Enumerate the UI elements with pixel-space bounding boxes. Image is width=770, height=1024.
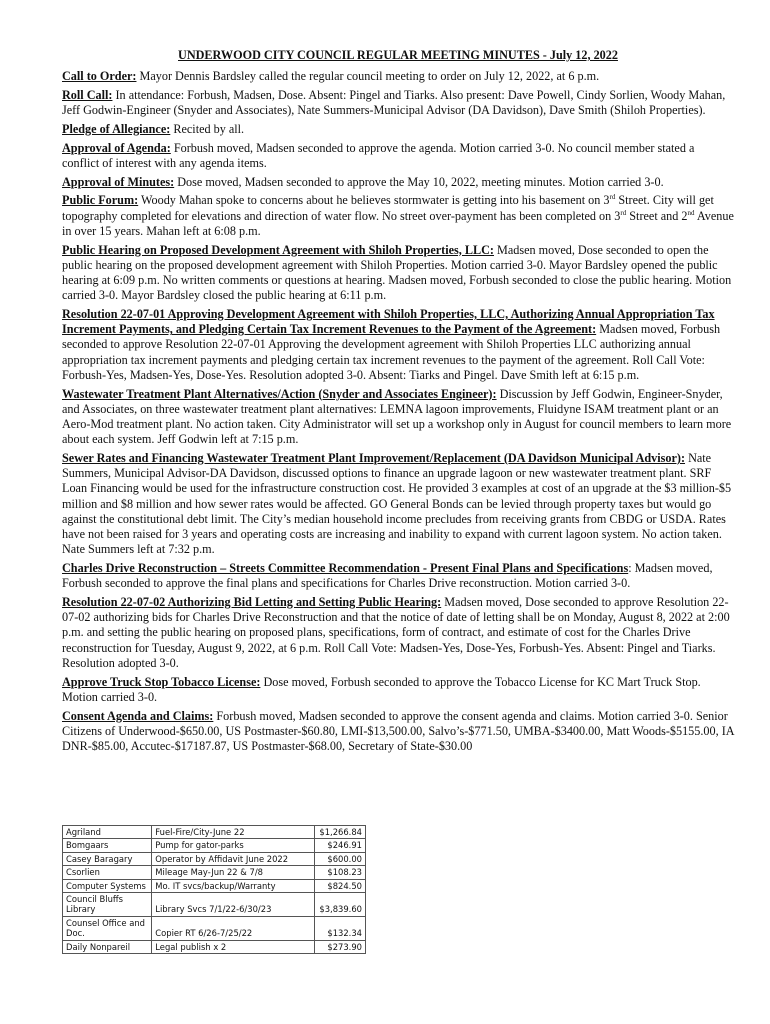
claim-amount: $273.90 (314, 940, 365, 953)
claim-vendor: Csorlien (63, 866, 152, 879)
claims-table-body (63, 826, 366, 954)
claim-vendor: Agriland (63, 826, 152, 839)
section-text: Street and 2 (626, 208, 688, 223)
claim-amount: $132.34 (314, 916, 365, 940)
section-text: Madsen moved, Forbush seconded to approve Resolution 22-07-01 Approving the development agreement with Shiloh Properties LLC authorizing annual appropriation tax increment payments and pledging certain tax increment revenues to the payment of the agreement. Roll Call Vote: Forbush-Yes, Madsen-Yes, Dose-Yes. Resolution adopted 3-0. Absent: Tiarks and Pingel. Dave Smith left at 6:15 p.m. (62, 322, 721, 382)
claim-description: Legal publish x 2 (152, 940, 315, 953)
claim-amount: $3,839.60 (314, 893, 365, 917)
section-heading: Approval of Agenda: (62, 140, 171, 155)
claim-vendor: Council Bluffs Library (63, 893, 152, 917)
section-charles-drive (62, 561, 734, 591)
section-text: In attendance: Forbush, Madsen, Dose. Absent: Pingel and Tiarks. Also present: Dave Powell, Cindy Sorlien, Woody Mahan, Jeff Godwin-Engineer (Snyder and Associates), Nate Summers-Municipal Advisor (DA Davidson), Dave Smith (Shiloh Properties). (62, 87, 726, 117)
table-row (63, 826, 366, 839)
section-heading: Wastewater Treatment Plant Alternatives/Action (Snyder and Associates Engineer): (62, 386, 497, 401)
claim-vendor: Bomgaars (63, 839, 152, 852)
section-sewer-rates (62, 451, 734, 557)
section-heading: Pledge of Allegiance: (62, 121, 171, 136)
claim-vendor: Daily Nonpareil (63, 940, 152, 953)
section-text: Street. City will get topography completed for elevations and direction of water flow. No street over-payment has been completed on 3 (62, 193, 714, 223)
section-text: Avenue in over 15 years. Mahan left at 6:08 p.m. (62, 208, 734, 238)
section-approval-agenda (62, 141, 734, 171)
section-wastewater (62, 387, 734, 448)
section-resolution-22-07-01 (62, 307, 734, 383)
section-text: Woody Mahan spoke to concerns about he believes stormwater is getting into his basement on 3 (138, 193, 610, 208)
section-public-hearing (62, 243, 734, 304)
claim-amount: $824.50 (314, 879, 365, 892)
document-title: UNDERWOOD CITY COUNCIL REGULAR MEETING MINUTES - July 12, 2022 (178, 48, 618, 62)
claims-table (62, 825, 366, 954)
claim-description: Library Svcs 7/1/22-6/30/23 (152, 893, 315, 917)
minutes-document (62, 48, 734, 758)
section-text: Discussion by Jeff Godwin, Engineer-Snyder, and Associates, on three wastewater treatment plant alternatives: LEMNA lagoon improvements, Fluidyne ISAM treatment plant or an Aero-Mod treatment plant. No action taken. City Administrator will set up a workshop only in August for council members to learn more about each system. Jeff Godwin left at 7:15 p.m. (62, 386, 732, 447)
claim-amount: $108.23 (314, 866, 365, 879)
section-heading: Approve Truck Stop Tobacco License: (62, 674, 261, 689)
claim-description: Mo. IT svcs/backup/Warranty (152, 879, 315, 892)
section-text: Mayor Dennis Bardsley called the regular council meeting to order on July 12, 2022, at 6 p.m. (136, 69, 600, 83)
section-heading: Public Hearing on Proposed Development Agreement with Shiloh Properties, LLC: (62, 242, 494, 257)
section-text: Forbush moved, Madsen seconded to approve the agenda. Motion carried 3-0. No council member stated a conflict of interest with any agenda items. (62, 140, 695, 170)
section-resolution-22-07-02 (62, 595, 734, 671)
ordinal-suffix: rd (609, 193, 616, 202)
table-row (63, 879, 366, 892)
section-heading: Consent Agenda and Claims: (62, 708, 214, 723)
ordinal-suffix: nd (687, 208, 695, 217)
section-text: Forbush moved, Madsen seconded to approve the consent agenda and claims. Motion carried 3-0. Senior Citizens of Underwood-$650.00, US Postmaster-$60.80, LMI-$13,500.00, Salvo’s-$771.50, UMBA-$3400.00, Matt Woods-$5155.00, IA DNR-$85.00, Accutec-$17187.87, US Postmaster-$68.00, Secretary of State-$30.00 (62, 708, 734, 754)
table-row (63, 852, 366, 865)
table-row (63, 940, 366, 953)
section-heading: Public Forum: (62, 193, 139, 208)
section-heading: Approval of Minutes: (62, 174, 175, 189)
section-text: Nate Summers, Municipal Advisor-DA Davidson, discussed options to finance an upgrade lagoon or new wastewater treatment plant. SRF Loan Financing would be used for the infrastructure construction cost. He provided 3 examples at cost of an upgrade at the $3 million-$5 million and $8 million and how sewer rates would be affected. GO General Bonds can be levied through property taxes but would go against the constitutional debt limit. The City’s median household income precludes from receiving grants from CBDG or USDA. Rates have not been raised for 3 years and operating costs are increasing and inability to expand with current lagoon system. No action taken. Nate Summers left at 7:32 p.m. (62, 451, 732, 557)
claim-amount: $246.91 (314, 839, 365, 852)
section-heading: Charles Drive Reconstruction – Streets Committee Recommendation - Present Final Plans and Specifications (62, 561, 629, 576)
table-row (63, 916, 366, 940)
section-text: Dose moved, Forbush seconded to approve the Tobacco License for KC Mart Truck Stop. Motion carried 3-0. (62, 674, 701, 704)
ordinal-suffix: rd (620, 208, 627, 217)
section-text: Recited by all. (170, 121, 245, 136)
section-heading: Call to Order: (62, 69, 137, 83)
claim-vendor: Casey Baragary (63, 852, 152, 865)
section-heading: Roll Call: (62, 87, 113, 102)
claim-description: Pump for gator-parks (152, 839, 315, 852)
claim-description: Operator by Affidavit June 2022 (152, 852, 315, 865)
claim-description: Fuel-Fire/City-June 22 (152, 826, 315, 839)
section-consent-agenda (62, 709, 734, 755)
table-row (63, 839, 366, 852)
claim-amount: $600.00 (314, 852, 365, 865)
section-heading: Resolution 22-07-02 Authorizing Bid Letting and Setting Public Hearing: (62, 595, 442, 610)
section-heading: Resolution 22-07-01 Approving Development Agreement with Shiloh Properties, LLC, Authorizing Annual Appropriation Tax Increment Payments, and Pledging Certain Tax Increment Revenues to the Payment of the Agreement: (62, 307, 715, 337)
section-pledge (62, 122, 734, 137)
section-text: : Madsen moved, Forbush seconded to approve the final plans and specifications for Charles Drive reconstruction. Motion carried 3-0. (62, 561, 713, 591)
claim-vendor: Computer Systems (63, 879, 152, 892)
table-row (63, 893, 366, 917)
section-roll-call (62, 88, 734, 118)
section-text: Dose moved, Madsen seconded to approve the May 10, 2022, meeting minutes. Motion carried 3-0. (174, 174, 664, 189)
section-call-to-order (62, 69, 734, 84)
section-public-forum (62, 193, 734, 239)
section-approval-minutes (62, 175, 734, 190)
section-tobacco-license (62, 675, 734, 705)
section-text: Madsen moved, Dose seconded to open the public hearing on the proposed development agreement with Shiloh Properties. Motion carried 3-0. Mayor Bardsley opened the public hearing at 6:09 p.m. No written comments or questions at hearing. Madsen moved, Forbush seconded to close the public hearing. Motion carried 3-0. Mayor Bardsley closed the public hearing at 6:11 p.m. (62, 242, 732, 303)
claim-amount: $1,266.84 (314, 826, 365, 839)
claim-description: Mileage May-Jun 22 & 7/8 (152, 866, 315, 879)
claim-description: Copier RT 6/26-7/25/22 (152, 916, 315, 940)
table-row (63, 866, 366, 879)
section-text: Madsen moved, Dose seconded to approve Resolution 22-07-02 authorizing bids for Charles Drive Reconstruction and that the notice of date of letting shall be on Monday, August 8, 2022 at 2:00 p.m. and setting the public hearing on proposed plans, specifications, form of contract, and estimate of cost for the Charles Drive reconstruction for Tuesday, August 9, 2022, at 6 p.m. Roll Call Vote: Madsen-Yes, Dose-Yes, Forbush-Yes. Absent: Pingel and Tiarks. Resolution adopted 3-0. (62, 595, 730, 670)
claim-vendor: Counsel Office and Doc. (63, 916, 152, 940)
section-heading: Sewer Rates and Financing Wastewater Treatment Plant Improvement/Replacement (DA Davidson Municipal Advisor): (62, 451, 686, 466)
